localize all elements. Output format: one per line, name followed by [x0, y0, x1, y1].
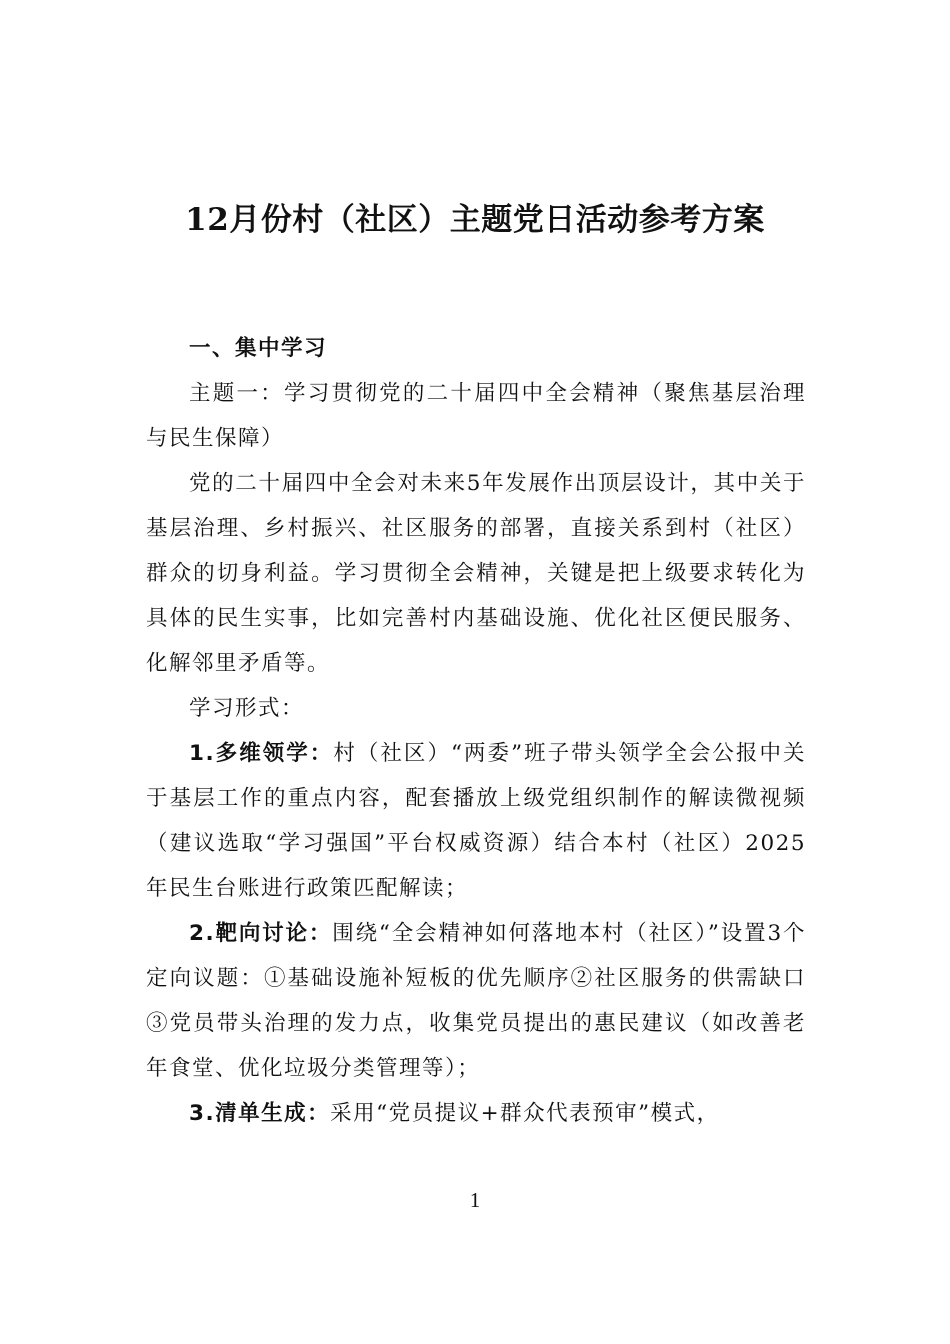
list-item-label: 3.清单生成： [189, 1101, 331, 1126]
section-heading: 一、集中学习 [189, 336, 328, 361]
list-item [146, 911, 806, 1091]
forms-label: 学习形式： [189, 696, 305, 721]
page-number: 1 [469, 1188, 481, 1212]
list-item-label: 2.靶向讨论： [189, 921, 333, 946]
document-title: 12月份村（社区）主题党日活动参考方案 [185, 202, 765, 238]
list-item-text: 围绕“全会精神如何落地本村（社区）”设置3个定向议题：①基础设施补短板的优先顺序②社区服务的供需缺口③党员带头治理的发力点，收集党员提出的惠民建议（如改善老年食堂、优化垃圾分类管理等）； [146, 921, 806, 1081]
document-body [146, 326, 806, 1136]
theme-paragraph: 主题一：学习贯彻党的二十届四中全会精神（聚焦基层治理与民生保障） [146, 381, 806, 451]
list-item-label: 1.多维领学： [189, 741, 334, 766]
list-item [146, 731, 806, 911]
list-item-text: 采用“党员提议+群众代表预审”模式， [330, 1101, 720, 1126]
intro-paragraph: 党的二十届四中全会对未来5年发展作出顶层设计，其中关于基层治理、乡村振兴、社区服务的部署，直接关系到村（社区）群众的切身利益。学习贯彻全会精神，关键是把上级要求转化为具体的民生实事，比如完善村内基础设施、优化社区便民服务、化解邻里矛盾等。 [146, 471, 806, 676]
list-item-text: 村（社区）“两委”班子带头领学全会公报中关于基层工作的重点内容，配套播放上级党组织制作的解读微视频（建议选取“学习强国”平台权威资源）结合本村（社区）2025年民生台账进行政策匹配解读； [146, 741, 806, 901]
list-item [146, 1091, 806, 1136]
